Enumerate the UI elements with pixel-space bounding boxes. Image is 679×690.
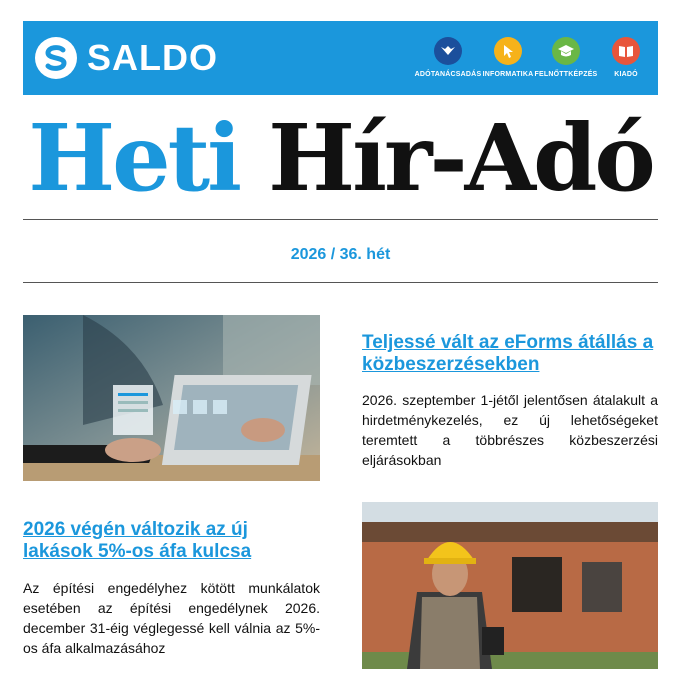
- article-2-title[interactable]: 2026 végén változik az új lakások 5%-os áfa kulcsa: [23, 519, 252, 562]
- cursor-icon: [494, 37, 522, 65]
- article-2-body: Az építési engedélyhez kötött munkálatok esetében az építési engedélynek 2026. december 31-éig véglegessé kell válnia az 5%-os áfa alkalmazásához: [23, 580, 320, 656]
- category-label: FELNŐTTKÉPZÉS: [534, 71, 598, 78]
- masthead-heti: Heti: [28, 104, 240, 212]
- brand-name: SALDO: [87, 37, 218, 78]
- category-label: KIADÓ: [614, 71, 638, 78]
- article-1-image[interactable]: [23, 315, 320, 481]
- newsletter-masthead: [23, 104, 658, 212]
- article-1-body: 2026. szeptember 1-jétől jelentősen átalakult a hirdetménykezelés, ez új lehetőségeket teremtett a többrészes közbeszerzési eljárásokban: [362, 392, 658, 468]
- masthead-hir-ado: Hír-Adó: [268, 104, 653, 212]
- category-label: ADÓTANÁCSADÁS: [414, 71, 482, 78]
- eagle-icon: [434, 37, 462, 65]
- week-label: 2026 / 36. hét: [290, 246, 391, 263]
- saldo-logo[interactable]: [35, 35, 218, 81]
- book-icon: [612, 37, 640, 65]
- article-1-title[interactable]: Teljessé vált az eForms átállás a közbeszerzésekben: [362, 332, 654, 375]
- category-kiado[interactable]: [591, 37, 661, 78]
- divider-top: [23, 219, 658, 220]
- saldo-s-icon: [35, 37, 77, 79]
- header-bar: [23, 21, 658, 95]
- divider-bottom: [23, 282, 658, 283]
- graduation-cap-icon: [552, 37, 580, 65]
- category-label: INFORMATIKA: [482, 71, 534, 78]
- article-2-image[interactable]: [362, 502, 658, 669]
